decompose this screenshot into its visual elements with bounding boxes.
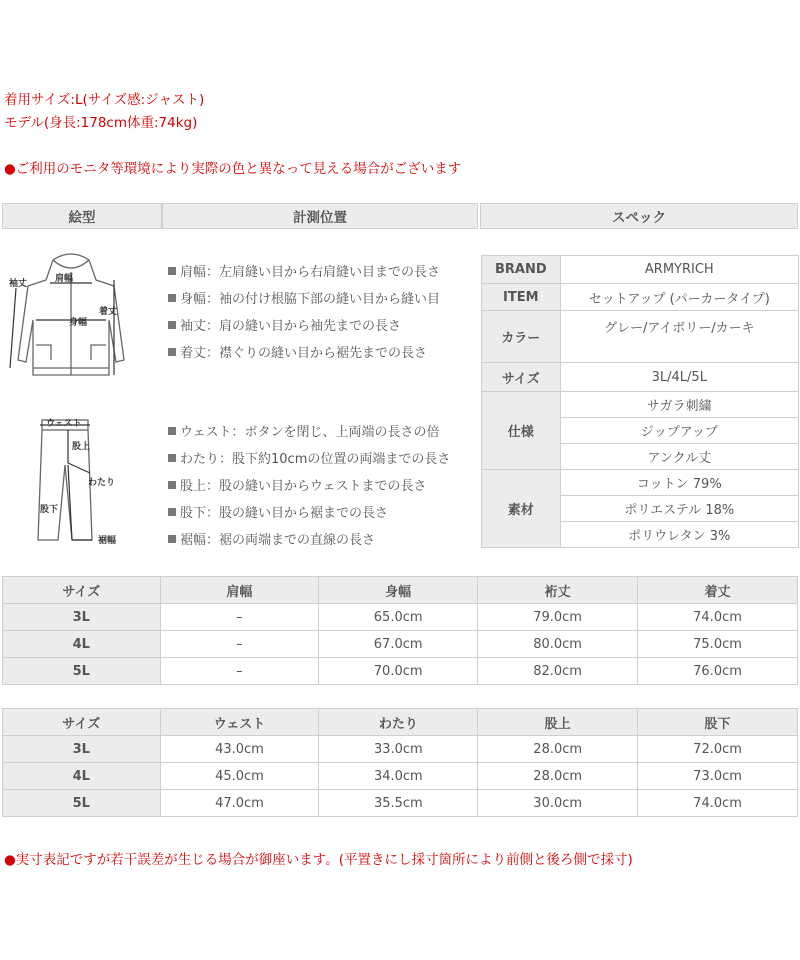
value-cell: 34.0cm (319, 763, 478, 790)
value-cell: 79.0cm (478, 604, 638, 631)
table-row (3, 631, 798, 658)
table-row (3, 604, 798, 631)
square-bullet-icon (168, 294, 176, 302)
spec-sozai-value: コットン 79% (560, 470, 798, 496)
table-row (3, 736, 798, 763)
square-bullet-icon (168, 454, 176, 462)
col-header: 股下 (638, 709, 798, 736)
spec-size-value: 3L/4L/5L (560, 363, 798, 392)
spec-shiyou-value: サガラ刺繍 (560, 392, 798, 418)
spec-brand-value: ARMYRICH (560, 256, 798, 284)
label-mi: 身幅 (69, 318, 88, 328)
value-cell: 67.0cm (319, 631, 478, 658)
col-header: 裄丈 (478, 577, 638, 604)
value-cell: 80.0cm (478, 631, 638, 658)
value-cell: – (160, 631, 319, 658)
size-table-tops (2, 576, 798, 685)
spec-brand-key: BRAND (482, 256, 561, 284)
value-cell: – (160, 658, 319, 685)
spec-size-key: サイズ (482, 363, 561, 392)
label-matashita: 股下 (40, 505, 59, 515)
notice-top: ●ご利用のモニタ等環境により実際の色と異なって見える場合がございます (4, 161, 462, 177)
label-sode: 袖丈 (9, 279, 28, 289)
value-cell: 76.0cm (638, 658, 798, 685)
size-cell: 4L (3, 631, 161, 658)
size-cell: 3L (3, 736, 161, 763)
col-header: 肩幅 (160, 577, 319, 604)
label-kata: 肩幅 (55, 274, 74, 284)
header-spec: スペック (480, 203, 798, 229)
value-cell: 73.0cm (638, 763, 798, 790)
square-bullet-icon (168, 321, 176, 329)
value-cell: 74.0cm (638, 604, 798, 631)
measure-mi: 身幅：袖の付け根脇下部の縫い目から縫い目 (168, 288, 440, 307)
col-header: ウェスト (160, 709, 319, 736)
header-measure: 計測位置 (162, 203, 478, 229)
notice-bottom: ●実寸表記ですが若干誤差が生じる場合が御座います。(平置きにし採寸箇所により前側と後ろ側で採寸) (4, 852, 633, 868)
size-cell: 3L (3, 604, 161, 631)
spec-color-key: カラー (482, 311, 561, 363)
value-cell: – (160, 604, 319, 631)
value-cell: 75.0cm (638, 631, 798, 658)
col-header: サイズ (3, 577, 161, 604)
square-bullet-icon (168, 348, 176, 356)
pants-illustration (30, 415, 130, 545)
spec-header (0, 203, 800, 229)
square-bullet-icon (168, 481, 176, 489)
value-cell: 35.5cm (319, 790, 478, 817)
measure-matashita: 股下：股の縫い目から裾までの長さ (168, 502, 388, 521)
col-header: 着丈 (638, 577, 798, 604)
spec-shiyou-key: 仕様 (482, 392, 561, 470)
spec-sozai-key: 素材 (482, 470, 561, 548)
square-bullet-icon (168, 535, 176, 543)
measure-ki: 着丈：襟ぐりの縫い目から裾先までの長さ (168, 342, 427, 361)
table-row (3, 790, 798, 817)
model-body: モデル(身長:178cm体重:74kg) (4, 115, 198, 131)
label-suso: 裾幅 (98, 536, 117, 545)
square-bullet-icon (168, 427, 176, 435)
hoodie-illustration (6, 250, 136, 385)
spec-item-key: ITEM (482, 284, 561, 311)
label-watari: わたり (88, 478, 116, 488)
size-table-bottoms (2, 708, 798, 817)
spec-sozai-value: ポリウレタン 3% (560, 522, 798, 548)
col-header: 身幅 (319, 577, 478, 604)
value-cell: 72.0cm (638, 736, 798, 763)
label-mata: 股上 (72, 442, 91, 452)
label-ki: 着丈 (99, 307, 118, 317)
measure-sode: 袖丈：肩の縫い目から袖先までの長さ (168, 315, 401, 334)
size-cell: 5L (3, 790, 161, 817)
spec-table (481, 255, 799, 548)
col-header: サイズ (3, 709, 161, 736)
value-cell: 28.0cm (478, 736, 638, 763)
col-header: わたり (319, 709, 478, 736)
spec-item-value: セットアップ (パーカータイプ) (560, 284, 798, 311)
measure-watari: わたり：股下約10cmの位置の両端までの長さ (168, 448, 450, 467)
model-size: 着用サイズ:L(サイズ感:ジャスト) (4, 92, 205, 108)
value-cell: 65.0cm (319, 604, 478, 631)
size-cell: 5L (3, 658, 161, 685)
label-waist: ウェスト (46, 419, 82, 429)
value-cell: 28.0cm (478, 763, 638, 790)
value-cell: 70.0cm (319, 658, 478, 685)
square-bullet-icon (168, 508, 176, 516)
header-illustration: 絵型 (2, 203, 162, 229)
value-cell: 74.0cm (638, 790, 798, 817)
value-cell: 45.0cm (160, 763, 319, 790)
size-cell: 4L (3, 763, 161, 790)
spec-shiyou-value: ジップアップ (560, 418, 798, 444)
table-row (3, 763, 798, 790)
spec-color-value: グレー/アイボリー/カーキ (560, 311, 798, 363)
value-cell: 33.0cm (319, 736, 478, 763)
spec-sozai-value: ポリエステル 18% (560, 496, 798, 522)
value-cell: 47.0cm (160, 790, 319, 817)
table-row (3, 658, 798, 685)
col-header: 股上 (478, 709, 638, 736)
measure-waist: ウェスト：ボタンを閉じ、上両端の長さの倍 (168, 421, 439, 440)
value-cell: 30.0cm (478, 790, 638, 817)
value-cell: 43.0cm (160, 736, 319, 763)
value-cell: 82.0cm (478, 658, 638, 685)
square-bullet-icon (168, 267, 176, 275)
measure-kata: 肩幅：左肩縫い目から右肩縫い目までの長さ (168, 261, 440, 280)
measure-suso: 裾幅：裾の両端までの直線の長さ (168, 529, 375, 548)
measure-mata: 股上：股の縫い目からウェストまでの長さ (168, 475, 426, 494)
spec-shiyou-value: アンクル丈 (560, 444, 798, 470)
